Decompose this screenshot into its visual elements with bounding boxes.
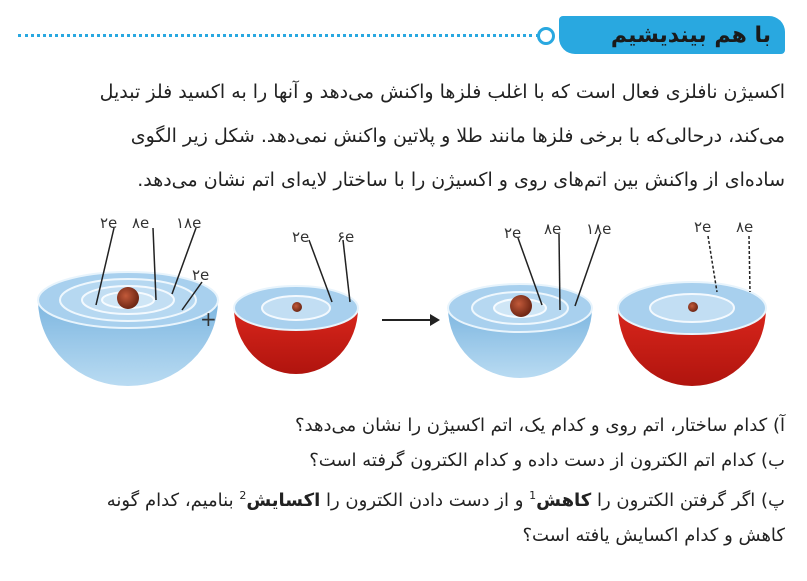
- reaction-arrow-icon: [382, 314, 440, 326]
- shell-label: ۱۸e: [176, 214, 202, 232]
- dotted-divider: [18, 34, 539, 37]
- shell-label: ۲e: [100, 214, 118, 232]
- zinc-oxygen-reaction-figure: [20, 210, 790, 395]
- term-reduction: کاهش: [536, 490, 592, 511]
- atom-oxygen-before: [234, 228, 358, 374]
- shell-label: ۲e: [292, 228, 310, 246]
- section-title: با هم بیندیشیم: [559, 16, 785, 54]
- nucleus: [117, 287, 139, 309]
- shell-label: ۲e: [694, 218, 712, 236]
- intro-line: ساده‌ای از واکنش بین اتم‌های روی و اکسیژن را با ساختار لایه‌ای اتم نشان می‌دهد.: [137, 169, 785, 191]
- atom-zinc-before: [38, 214, 218, 386]
- shell-label: ۲e: [504, 224, 522, 242]
- question-c: پ) اگر گرفتن الکترون را کاهش$^1$ و از دست دادن الکترون را اکسایش$^2$ بنامیم، کدام گونه: [106, 489, 785, 511]
- circle-bullet-icon: [537, 27, 555, 45]
- question-a: آ) کدام ساختار، اتم روی و کدام یک، اتم اکسیژن را نشان می‌دهد؟: [294, 415, 785, 436]
- section-header: [0, 8, 807, 54]
- intro-line: اکسیژن نافلزی فعال است که با اغلب فلزها واکنش می‌دهد و آنها را به اکسید فلز تبدیل: [99, 81, 785, 103]
- intro-line: می‌کند، درحالی‌که با برخی فلزها مانند طلا و پلاتین واکنش نمی‌دهد. شکل زیر الگوی: [130, 125, 785, 147]
- intro-paragraph: [18, 70, 785, 202]
- plus-sign: +: [200, 307, 217, 331]
- shell-label: ۸e: [544, 220, 562, 238]
- nucleus: [510, 295, 532, 317]
- atom-oxygen-after: [618, 218, 766, 386]
- question-b: ب) کدام اتم الکترون از دست داده و کدام الکترون گرفته است؟: [309, 450, 785, 471]
- shell-label: ۱۸e: [586, 220, 612, 238]
- nucleus: [292, 302, 302, 312]
- atom-zinc-after: [448, 220, 611, 378]
- nucleus: [688, 302, 698, 312]
- shell-label: ۸e: [736, 218, 754, 236]
- question-c-continued: کاهش و کدام اکسایش یافته است؟: [522, 525, 785, 546]
- shell-label: ۶e: [337, 228, 355, 246]
- term-oxidation: اکسایش: [246, 490, 321, 511]
- question-list: [18, 408, 785, 553]
- shell-label: ۲e: [192, 266, 210, 284]
- shell-label: ۸e: [132, 214, 150, 232]
